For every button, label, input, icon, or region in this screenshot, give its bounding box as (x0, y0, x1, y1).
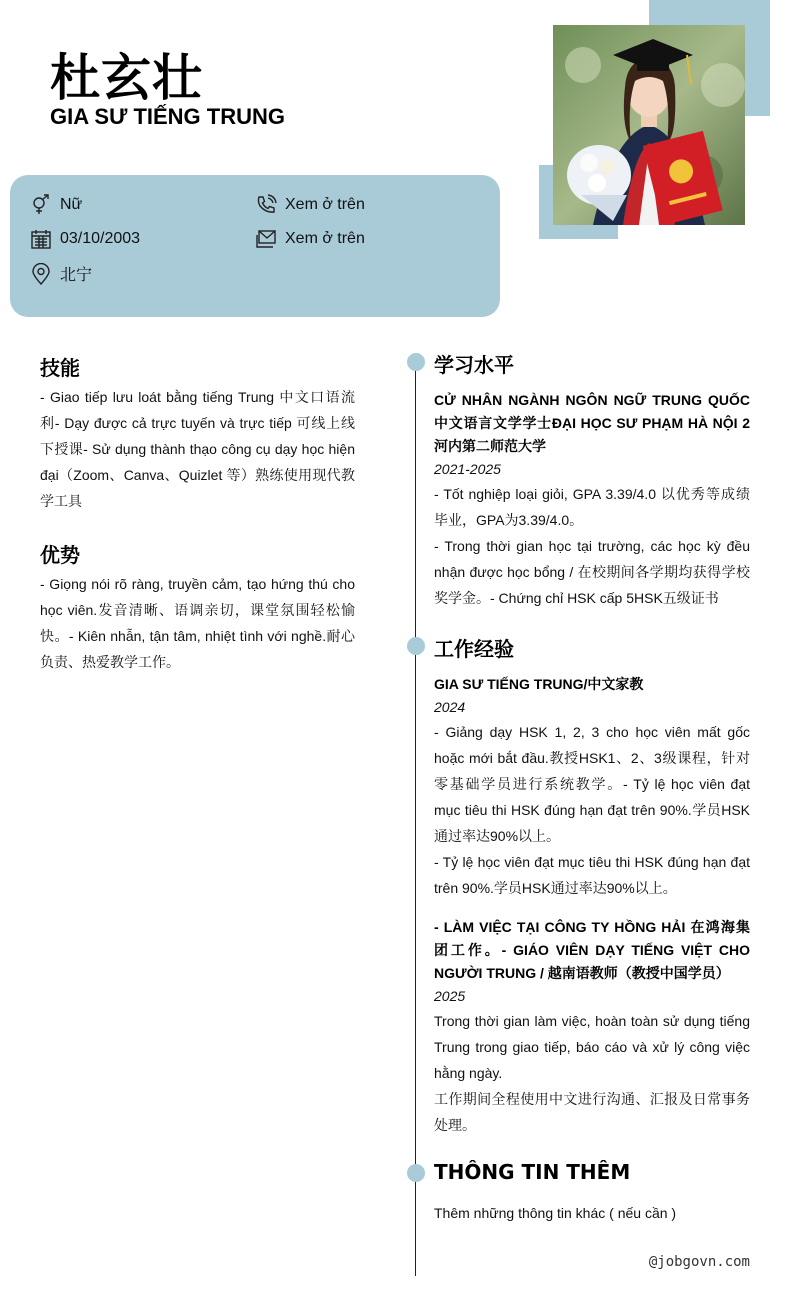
profile-photo (553, 25, 745, 225)
email-row (255, 228, 365, 250)
phone-row (255, 194, 365, 216)
education-detail-2: - Trong thời gian học tại trường, các học kỳ đều nhận được học bổng / 在校期间各学期均获得学校奖学金。- Chứng chỉ HSK cấp 5HSK五级证书 (434, 538, 750, 606)
extra-info-title: THÔNG TIN THÊM (434, 1160, 631, 1184)
skills-title: 技能 (40, 356, 80, 380)
job2-year: 2025 (434, 988, 466, 1004)
gender-icon (30, 194, 52, 216)
education-detail-1: - Tốt nghiệp loại giỏi, GPA 3.39/4.0 以优秀等成绩毕业，GPA为3.39/4.0。 (434, 486, 750, 528)
timeline-line (415, 362, 416, 1276)
contact-info-box (10, 175, 500, 317)
location-pin-icon (30, 263, 52, 285)
extra-info-text: Thêm những thông tin khác ( nếu cần ) (434, 1205, 677, 1221)
gender-value: Nữ (60, 196, 83, 213)
phone-value: Xem ở trên (285, 196, 365, 213)
education-heading: CỬ NHÂN NGÀNH NGÔN NGỮ TRUNG QUỐC 中文语言文学学士ĐẠI HỌC SƯ PHẠM HÀ NỘI 2 河内第二师范大学 (434, 392, 750, 454)
job1-detail-1: - Giảng dạy HSK 1, 2, 3 cho học viên mất gốc hoặc mới bắt đầu.教授HSK1、2、3级课程，针对零基础学员进行系统教学。- Tỷ lệ học viên đạt mục tiêu thi HSK đúng hạn đạt trên 90%.学员HSK通过率达90%以上。 (434, 724, 750, 844)
job1-year: 2024 (434, 699, 466, 715)
email-value: Xem ở trên (285, 230, 365, 247)
calendar-icon (30, 228, 52, 250)
address-row (30, 262, 92, 285)
email-icon (255, 228, 277, 250)
education-years: 2021-2025 (434, 461, 501, 477)
birthdate-row (30, 228, 140, 250)
job-title: GIA SƯ TIẾNG TRUNG (50, 104, 285, 129)
strengths-title: 优势 (40, 543, 80, 567)
phone-icon (255, 194, 277, 216)
strengths-text: - Giọng nói rõ ràng, truyền cảm, tạo hứng thú cho học viên.发音清晰、语调亲切，课堂氛围轻松愉快。- Kiên nhẫn, tận tâm, nhiệt tình với nghề.耐心负责、热爱教学工作。 (40, 576, 355, 670)
education-title: 学习水平 (434, 353, 514, 377)
job1-detail-2: - Tỷ lệ học viên đạt mục tiêu thi HSK đúng hạn đạt trên 90%.学员HSK通过率达90%以上。 (434, 854, 750, 896)
birthdate-value: 03/10/2003 (60, 230, 141, 247)
footer-brand: @jobgovn.com (648, 1254, 750, 1270)
timeline-dot-education (407, 353, 425, 371)
address-value: 北宁 (60, 267, 93, 284)
job1-heading: GIA SƯ TIẾNG TRUNG/中文家教 (434, 676, 644, 692)
job2-detail-1: Trong thời gian làm việc, hoàn toàn sử dụng tiếng Trung trong giao tiếp, báo cáo và xử lý công việc hằng ngày. (434, 1013, 750, 1081)
gender-row (30, 194, 82, 216)
candidate-name: 杜玄壮 (50, 49, 203, 107)
timeline-dot-extra (407, 1164, 425, 1182)
job2-detail-2: 工作期间全程使用中文进行沟通、汇报及日常事务处理。 (434, 1091, 750, 1133)
job2-heading: - LÀM VIỆC TẠI CÔNG TY HỒNG HẢI 在鸿海集团工作。- GIÁO VIÊN DẠY TIẾNG VIỆT CHO NGƯỜI TRUNG / 越南语教师（教授中国学员） (434, 919, 750, 981)
timeline-dot-experience (407, 637, 425, 655)
skills-text: - Giao tiếp lưu loát bằng tiếng Trung 中文口语流利- Dạy được cả trực tuyến và trực tiếp 可线上线下授课- Sử dụng thành thạo công cụ dạy học hiện đại（Zoom、Canva、Quizlet 等）熟练使用现代教学工具 (40, 389, 355, 509)
experience-title: 工作经验 (434, 637, 514, 661)
